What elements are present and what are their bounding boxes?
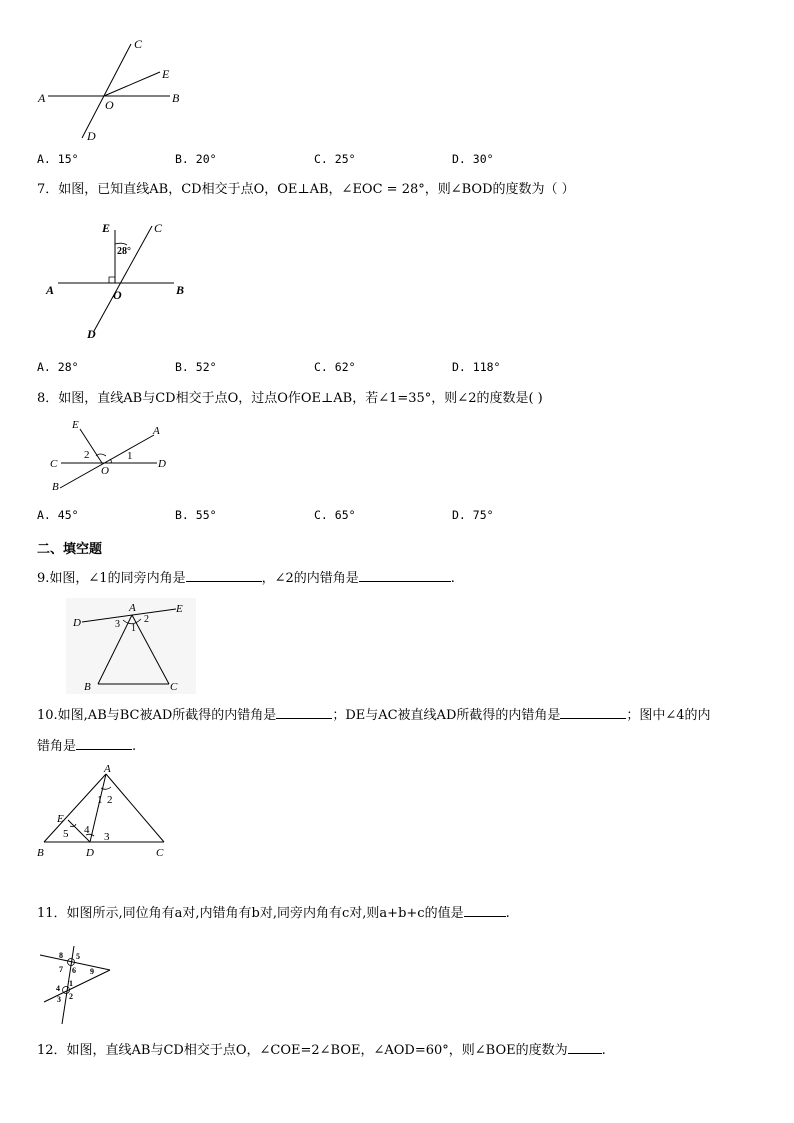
label-o: O	[113, 288, 122, 302]
label-1: 1	[69, 979, 73, 988]
label-e: E	[57, 813, 64, 825]
q7-option-c[interactable]: C. 62°	[314, 360, 356, 374]
label-d: D	[73, 617, 81, 629]
q10-text-4: 错角是	[37, 739, 77, 754]
q10-text-5: .	[132, 739, 137, 754]
label-9: 9	[90, 967, 94, 976]
q9-figure	[66, 598, 196, 694]
q11-line	[37, 903, 510, 923]
label-angle: 28°	[117, 246, 131, 257]
side-ab	[44, 774, 106, 842]
label-2: 2	[107, 794, 113, 806]
label-a: A	[129, 602, 136, 614]
q8-option-a[interactable]: A. 45°	[37, 508, 79, 522]
q6-option-c[interactable]: C. 25°	[314, 152, 356, 166]
q6-figure	[30, 32, 200, 147]
q7-option-b[interactable]: B. 52°	[175, 360, 217, 374]
label-7: 7	[59, 965, 63, 974]
label-a: A	[46, 283, 55, 297]
q8-option-b[interactable]: B. 55°	[175, 508, 217, 522]
q9-line	[37, 568, 455, 588]
q10-blank-2[interactable]	[560, 705, 626, 719]
label-a: A	[104, 763, 111, 775]
q10-line-1	[37, 705, 711, 725]
label-3: 3	[104, 831, 110, 843]
line-cd	[82, 44, 131, 138]
q11-text: 11．如图所示,同位角有a对,内错角有b对,同旁内角有c对,则a+b+c的值是	[37, 906, 464, 921]
label-c: C	[156, 847, 164, 859]
label-e: E	[176, 603, 183, 615]
q10-text-2: ；DE与AC被直线AD所截得的内错角是	[332, 708, 561, 723]
q9-blank-1[interactable]	[186, 568, 262, 582]
label-1: 1	[131, 623, 136, 634]
q7-option-a[interactable]: A. 28°	[37, 360, 79, 374]
label-c: C	[50, 458, 58, 470]
q11-tail: .	[505, 906, 510, 921]
q7-figure	[40, 214, 200, 344]
label-o: O	[101, 465, 109, 477]
label-b: B	[176, 283, 185, 297]
right-angle-mark	[109, 277, 115, 283]
angle-arcs	[96, 454, 111, 463]
q8-figure	[44, 414, 184, 496]
label-b: B	[84, 681, 91, 693]
q6-option-a[interactable]: A. 15°	[37, 152, 79, 166]
label-8: 8	[59, 951, 63, 960]
label-b: B	[172, 91, 180, 105]
label-3: 3	[57, 995, 61, 1004]
q9-text-3: .	[450, 571, 455, 586]
label-2: 2	[69, 992, 73, 1001]
q10-line-2	[37, 736, 136, 756]
q7-option-d[interactable]: D. 118°	[452, 360, 501, 374]
q10-text-3: ；图中∠4的内	[626, 708, 711, 723]
line-oe	[104, 72, 160, 96]
q9-text-1: 9.如图，∠1的同旁内角是	[37, 571, 186, 586]
line-2	[44, 970, 110, 1002]
section-title: 二、填空题	[37, 542, 103, 557]
q12-blank[interactable]	[568, 1040, 602, 1054]
label-e: E	[162, 67, 170, 81]
line-ab	[60, 435, 154, 488]
q6-option-b[interactable]: B. 20°	[175, 152, 217, 166]
label-5: 5	[63, 828, 69, 840]
label-e: E	[72, 419, 79, 431]
label-b: B	[37, 847, 44, 859]
label-1: 1	[127, 450, 133, 462]
label-c: C	[170, 681, 178, 693]
label-d: D	[87, 327, 96, 341]
label-4: 4	[56, 984, 60, 993]
q7-stem: 7．如图，已知直线AB，CD相交于点O，OE⊥AB，∠EOC = 28°，则∠BOD的度数为（ ）	[37, 182, 575, 197]
q11-blank[interactable]	[464, 903, 506, 917]
label-1: 1	[97, 794, 103, 806]
side-ac	[106, 774, 164, 842]
label-d: D	[86, 847, 94, 859]
label-d: D	[158, 458, 166, 470]
label-2: 2	[144, 614, 149, 625]
label-d: D	[87, 129, 96, 143]
q8-option-d[interactable]: D. 75°	[452, 508, 494, 522]
label-3: 3	[115, 619, 120, 630]
q10-figure	[34, 762, 174, 862]
label-a: A	[153, 425, 160, 437]
line-cd	[94, 226, 152, 331]
q9-text-2: ，∠2的内错角是	[261, 571, 359, 586]
q6-option-d[interactable]: D. 30°	[452, 152, 494, 166]
q11-figure	[32, 940, 118, 1028]
q12-tail: .	[601, 1043, 606, 1058]
label-5: 5	[76, 952, 80, 961]
label-a: A	[38, 91, 46, 105]
label-c: C	[134, 37, 143, 51]
label-o: O	[105, 98, 114, 112]
label-6: 6	[72, 966, 76, 975]
q9-blank-2[interactable]	[359, 568, 451, 582]
angle-arc	[115, 243, 127, 245]
q8-option-c[interactable]: C. 65°	[314, 508, 356, 522]
label-e: E	[102, 221, 111, 235]
q12-line	[37, 1040, 606, 1060]
q10-blank-1[interactable]	[276, 705, 332, 719]
label-4: 4	[84, 824, 90, 836]
label-b: B	[52, 481, 59, 493]
label-c: C	[154, 221, 163, 235]
q10-text-1: 10.如图,AB与BC被AD所截得的内错角是	[37, 708, 277, 723]
q8-stem: 8．如图，直线AB与CD相交于点O，过点O作OE⊥AB，若∠1=35°，则∠2的度数是( )	[37, 391, 543, 406]
label-2: 2	[84, 449, 90, 461]
q10-blank-3[interactable]	[76, 736, 132, 750]
q12-text: 12．如图，直线AB与CD相交于点O，∠COE=2∠BOE，∠AOD=60°，则∠BOE的度数为	[37, 1043, 568, 1058]
